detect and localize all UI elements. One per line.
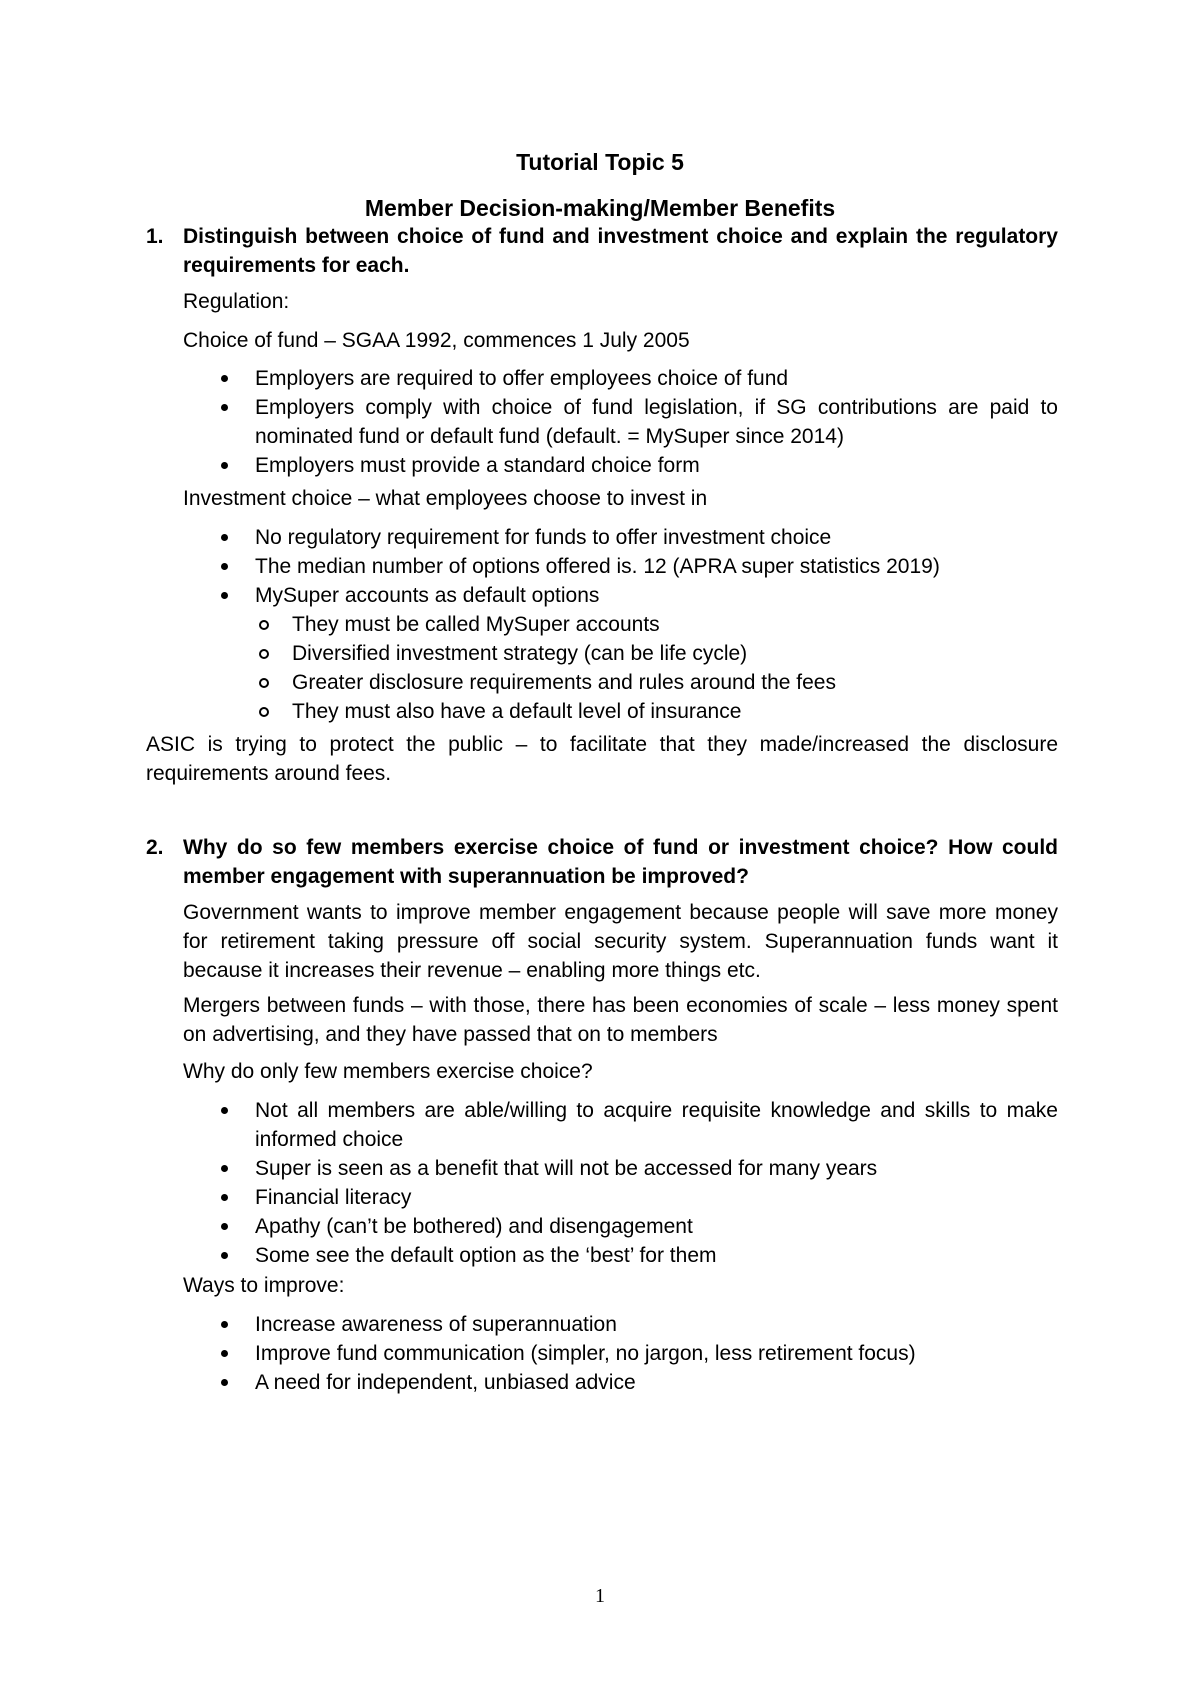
question-2-number: 2. bbox=[146, 836, 164, 859]
list-item: Employers must provide a standard choice form bbox=[183, 451, 1058, 480]
choice-of-fund-list bbox=[183, 364, 1058, 480]
investment-choice-heading: Investment choice – what employees choose to invest in bbox=[183, 487, 708, 510]
list-item: Employers are required to offer employees choice of fund bbox=[183, 364, 1058, 393]
investment-choice-list bbox=[183, 523, 1058, 726]
hollow-bullet-icon bbox=[259, 649, 269, 659]
ways-heading: Ways to improve: bbox=[183, 1274, 345, 1297]
bullet-icon bbox=[221, 1107, 228, 1114]
bullet-icon bbox=[221, 375, 228, 382]
bullet-icon bbox=[221, 1252, 228, 1259]
list-item: They must also have a default level of insurance bbox=[255, 697, 1058, 726]
bullet-icon bbox=[221, 1379, 228, 1386]
list-item: Diversified investment strategy (can be life cycle) bbox=[255, 639, 1058, 668]
why-heading: Why do only few members exercise choice? bbox=[183, 1060, 593, 1083]
bullet-icon bbox=[221, 1223, 228, 1230]
bullet-icon bbox=[221, 592, 228, 599]
bullet-icon bbox=[221, 534, 228, 541]
mysuper-sublist bbox=[255, 610, 1058, 726]
asic-note: ASIC is trying to protect the public – to facilitate that they made/increased the disclosure requirements around fees. bbox=[146, 733, 1058, 785]
list-item: The median number of options offered is. 12 (APRA super statistics 2019) bbox=[183, 552, 1058, 581]
list-item: MySuper accounts as default options They must be called MySuper accounts Diversified investment strategy (can be life cycle) Greater disclosure requirements and rules around the fees They must also have a default level of insurance bbox=[183, 581, 1058, 726]
list-item: Increase awareness of superannuation bbox=[183, 1310, 1058, 1339]
list-item: A need for independent, unbiased advice bbox=[183, 1368, 1058, 1397]
why-list bbox=[183, 1096, 1058, 1270]
hollow-bullet-icon bbox=[259, 678, 269, 688]
bullet-icon bbox=[221, 404, 228, 411]
bullet-icon bbox=[221, 462, 228, 469]
hollow-bullet-icon bbox=[259, 707, 269, 717]
list-item: Improve fund communication (simpler, no jargon, less retirement focus) bbox=[183, 1339, 1058, 1368]
list-item: Apathy (can’t be bothered) and disengagement bbox=[183, 1212, 1058, 1241]
bullet-icon bbox=[221, 1350, 228, 1357]
choice-of-fund-heading: Choice of fund – SGAA 1992, commences 1 July 2005 bbox=[183, 329, 690, 352]
list-item: Not all members are able/willing to acquire requisite knowledge and skills to make informed choice bbox=[183, 1096, 1058, 1154]
list-item: Greater disclosure requirements and rules around the fees bbox=[255, 668, 1058, 697]
document-subtitle: Member Decision-making/Member Benefits bbox=[364, 195, 836, 221]
bullet-icon bbox=[221, 1194, 228, 1201]
hollow-bullet-icon bbox=[259, 620, 269, 630]
mergers-paragraph: Mergers between funds – with those, there has been economies of scale – less money spent on advertising, and they have passed that on to members bbox=[183, 994, 1058, 1046]
list-item: Employers comply with choice of fund legislation, if SG contributions are paid to nominated fund or default fund (default. = MySuper since 2014) bbox=[183, 393, 1058, 451]
question-2-text: Why do so few members exercise choice of fund or investment choice? How could member engagement with superannuation be improved? bbox=[183, 836, 1058, 888]
ways-list bbox=[183, 1310, 1058, 1397]
question-1-number: 1. bbox=[146, 225, 164, 248]
question-1-text: Distinguish between choice of fund and investment choice and explain the regulatory requirements for each. bbox=[183, 225, 1058, 277]
bullet-icon bbox=[221, 1165, 228, 1172]
list-item: No regulatory requirement for funds to offer investment choice bbox=[183, 523, 1058, 552]
list-item: Financial literacy bbox=[183, 1183, 1058, 1212]
list-item: Super is seen as a benefit that will not be accessed for many years bbox=[183, 1154, 1058, 1183]
page-number: 1 bbox=[595, 1585, 605, 1607]
engagement-paragraph: Government wants to improve member engagement because people will save more money for retirement taking pressure off social security system. Superannuation funds want it because it increases their revenue – enabling more things etc. bbox=[183, 901, 1058, 982]
list-item: They must be called MySuper accounts bbox=[255, 610, 1058, 639]
list-item: Some see the default option as the ‘best’ for them bbox=[183, 1241, 1058, 1270]
document-title: Tutorial Topic 5 bbox=[516, 149, 684, 175]
bullet-icon bbox=[221, 1321, 228, 1328]
bullet-icon bbox=[221, 563, 228, 570]
regulation-label: Regulation: bbox=[183, 290, 290, 313]
